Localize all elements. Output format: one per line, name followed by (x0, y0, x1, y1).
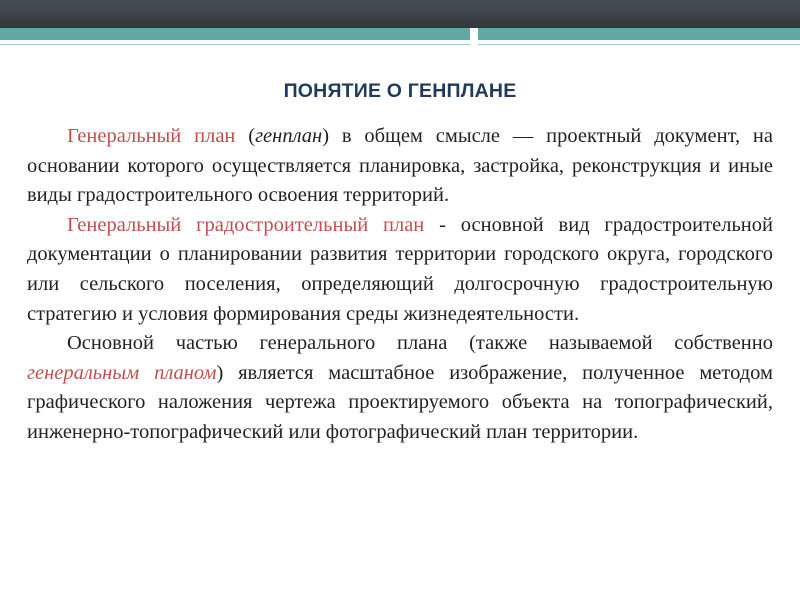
p1-text: ) в общем смысле — проектный документ, на основании которого осуществляется планировка, застройка, реконструкция и иные виды градостроительного освоения территорий. (27, 125, 774, 207)
slide-body (27, 122, 773, 448)
term-general-plan-proper: генеральным планом (27, 361, 217, 384)
header-stripe-left (0, 28, 470, 40)
header-line-left (0, 44, 470, 45)
term-urban-general-plan: Генеральный градостроительный план (67, 213, 425, 236)
slide-title: ПОНЯТИЕ О ГЕНПЛАНЕ (283, 80, 517, 102)
header-bar (0, 0, 800, 28)
paragraph-general-plan (27, 122, 773, 211)
p1-open-paren: ( (235, 125, 256, 147)
header-gap (470, 28, 478, 45)
paragraph-urban-plan (27, 211, 773, 329)
header-line-right (478, 44, 800, 45)
paragraph-main-part (27, 329, 773, 447)
p3-start: Основной частью генерального плана (также называемой собственно (67, 332, 773, 355)
term-general-plan: Генеральный план (67, 125, 236, 147)
p3-text: ) является масштабное изображение, полученное методом графического наложения чертежа проектируемого объекта на топографический, инженерно-топографический или фотографический план территории. (27, 361, 774, 443)
p2-text: - основной вид градостроительной документации о планировании развития территории городского округа, городского или сельского поселения, определяющий долгосрочную градостроительную стратегию и условия формирования среды жизнедеятельности. (27, 213, 773, 325)
header-stripe-right (478, 28, 800, 40)
term-genplan-abbr: генплан (255, 125, 323, 147)
